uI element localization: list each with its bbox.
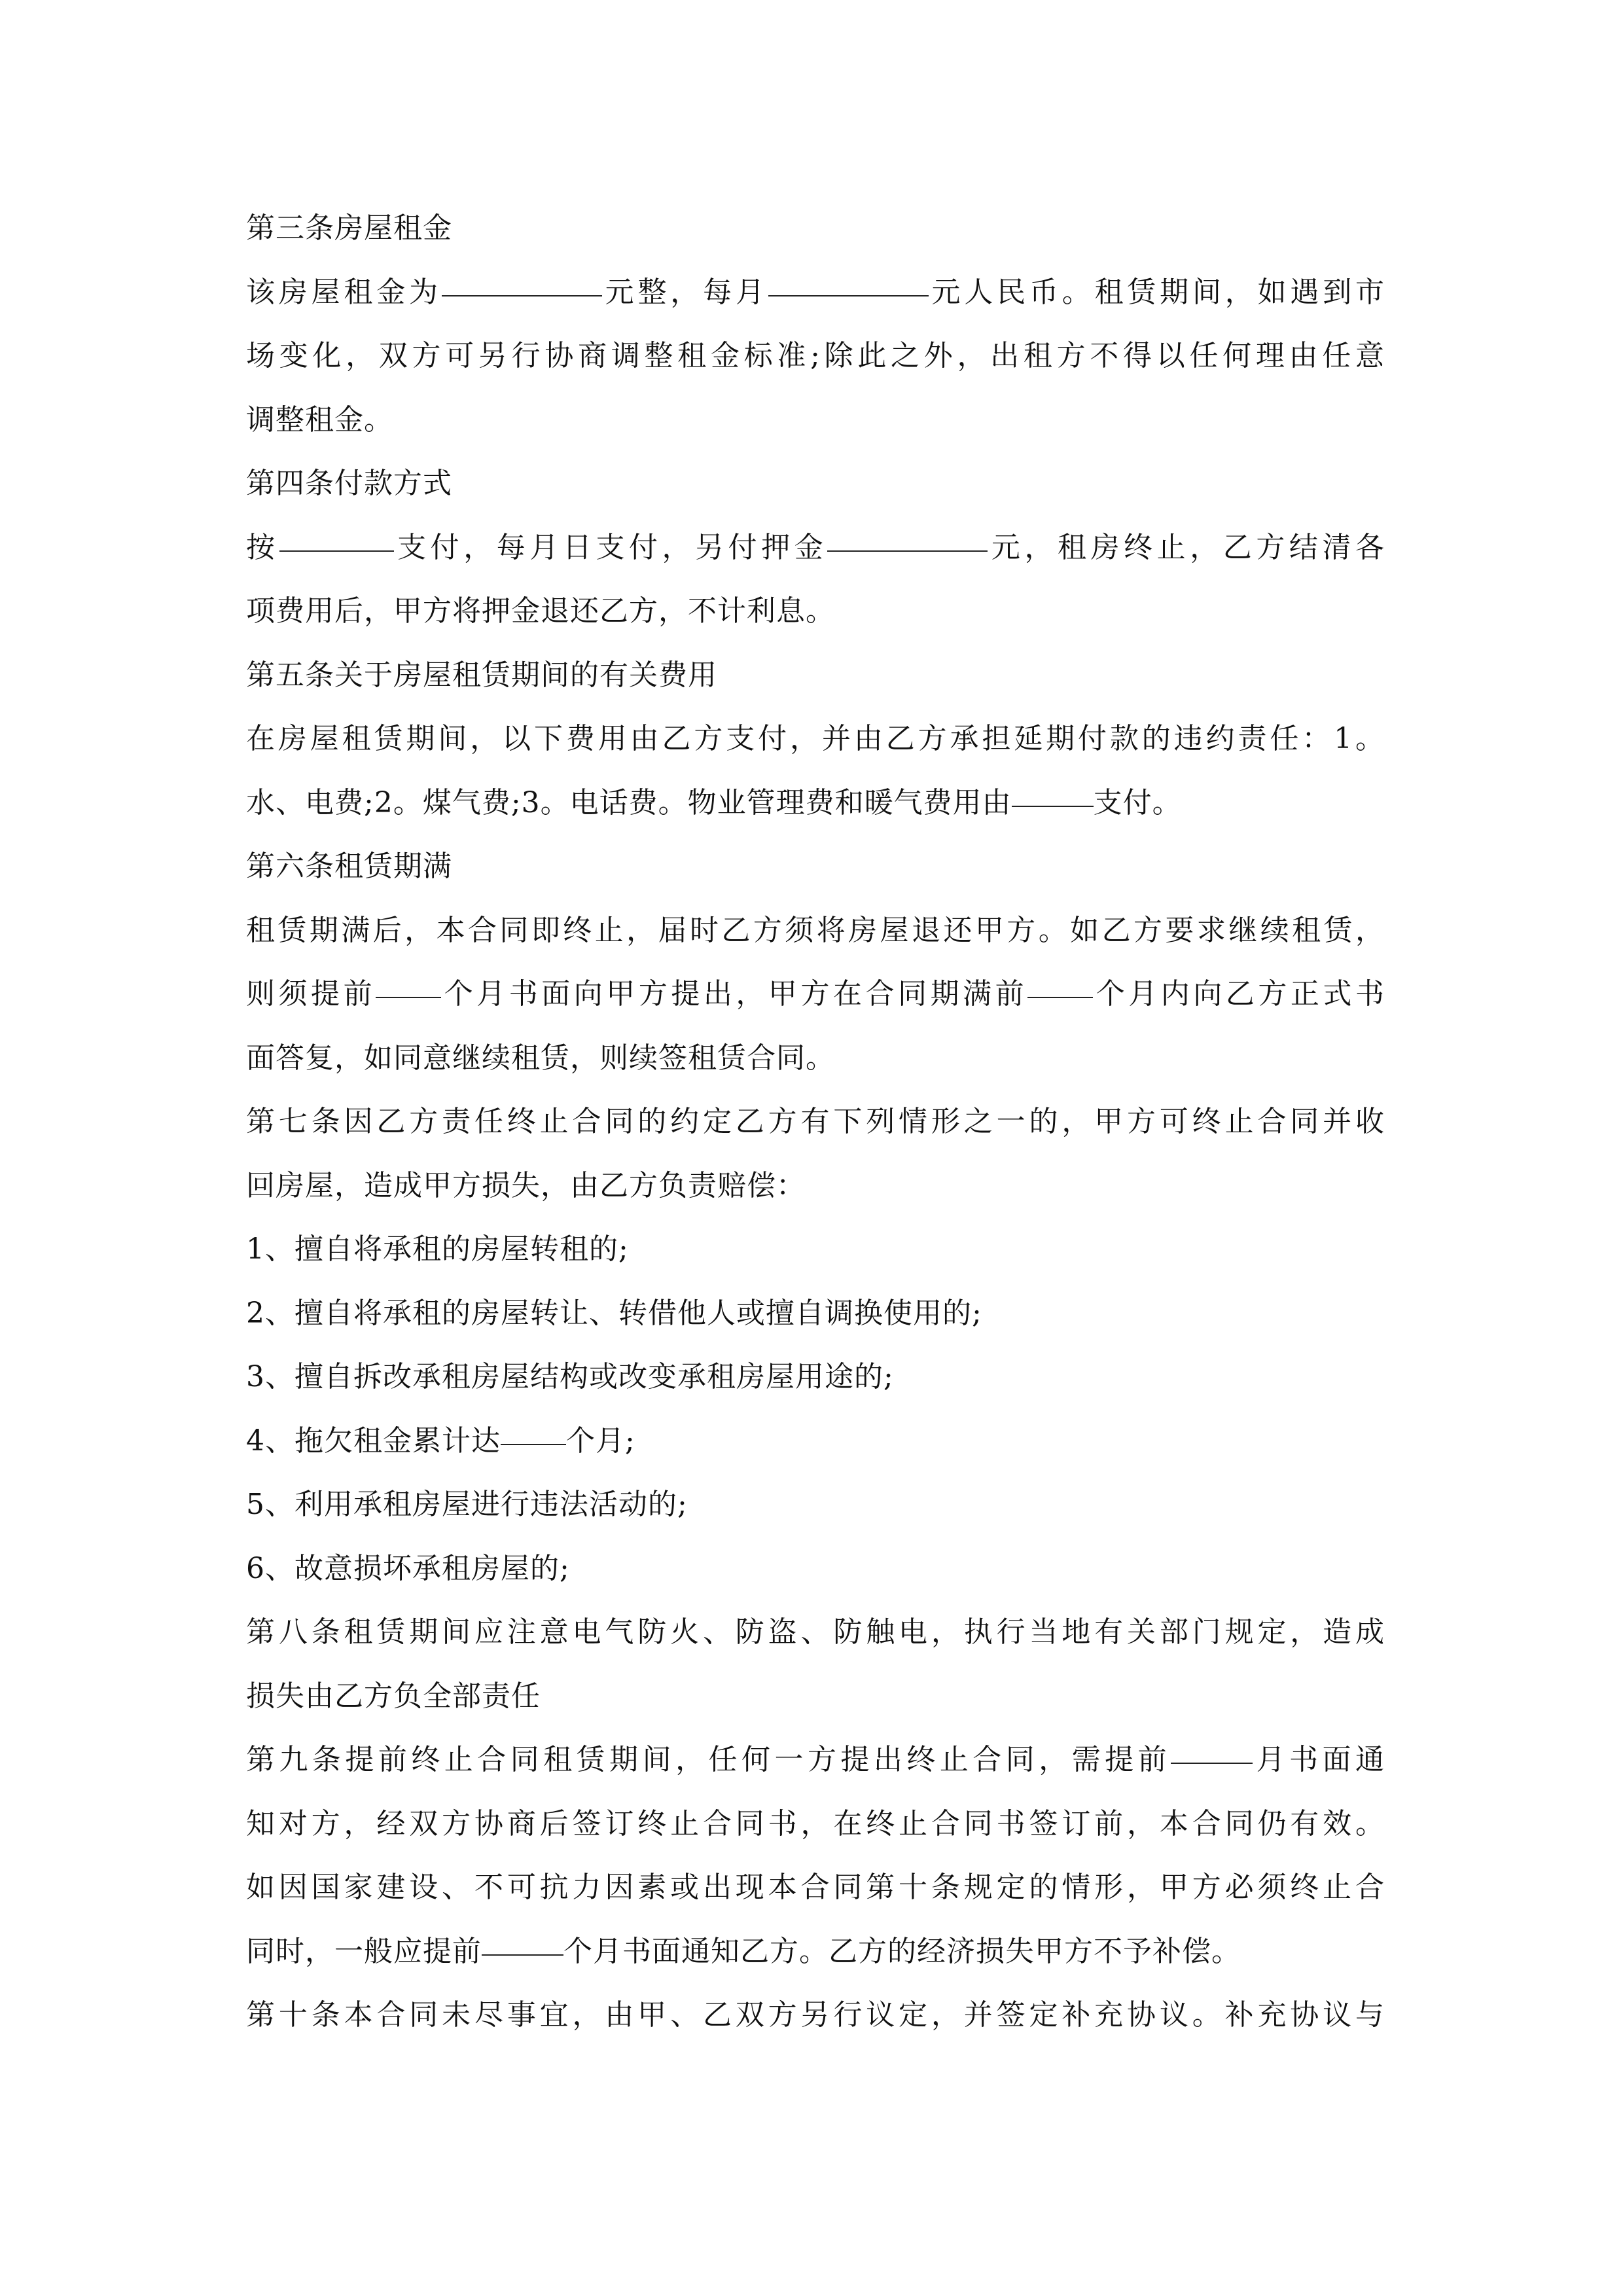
- text-segment: 第六条租赁期满: [246, 850, 452, 883]
- fill-in-blank: [482, 1954, 563, 1956]
- text-segment: 6、故意损坏承租房屋的;: [246, 1551, 570, 1585]
- fill-in-blank: [768, 295, 929, 296]
- text-segment: 个月书面向甲方提出，甲方在合同期满前: [441, 977, 1028, 1011]
- text-line: [246, 643, 1385, 708]
- text-segment: 调整租金。: [246, 403, 393, 437]
- text-line: [246, 1983, 1385, 2047]
- text-line: [246, 1537, 1385, 1601]
- fill-in-blank: [827, 550, 988, 552]
- text-segment: 回房屋，造成甲方损失，由乙方负责赔偿：: [246, 1168, 806, 1202]
- text-segment: 第四条付款方式: [246, 467, 452, 500]
- fill-in-blank: [1171, 1762, 1253, 1764]
- text-line: [246, 1026, 1385, 1090]
- text-segment: 则须提前: [246, 977, 376, 1011]
- text-segment: 第十条本合同未尽事宜，由甲、乙双方另行议定，并签定补充协议。补充协议与: [246, 1998, 1385, 2032]
- text-line: [246, 1217, 1385, 1282]
- text-line: [246, 260, 1385, 325]
- text-segment: 知对方，经双方协商后签订终止合同书，在终止合同书签订前，本合同仍有效。: [246, 1806, 1385, 1840]
- text-segment: 元整，每月: [601, 275, 768, 309]
- text-segment: 第八条租赁期间应注意电气防火、防盗、防触电，执行当地有关部门规定，造成: [246, 1615, 1385, 1649]
- text-line: [246, 1090, 1385, 1154]
- text-segment: 项费用后，甲方将押金退还乙方，不计利息。: [246, 594, 835, 628]
- text-line: [246, 516, 1385, 580]
- text-segment: 同时，一般应提前: [246, 1934, 482, 1968]
- text-line: [246, 1345, 1385, 1409]
- text-line: [246, 579, 1385, 643]
- fill-in-blank: [1012, 805, 1094, 807]
- text-segment: 第七条因乙方责任终止合同的约定乙方有下列情形之一的，甲方可终止合同并收: [246, 1105, 1385, 1138]
- text-segment: 在房屋租赁期间，以下费用由乙方支付，并由乙方承担延期付款的违约责任：1。: [246, 722, 1385, 755]
- text-line: [246, 388, 1385, 452]
- text-segment: 第九条提前终止合同租赁期间，任何一方提出终止合同，需提前: [246, 1743, 1171, 1776]
- text-line: [246, 324, 1385, 388]
- fill-in-blank: [376, 996, 441, 998]
- text-segment: 4、拖欠租金累计达: [246, 1424, 501, 1458]
- text-segment: 第三条房屋租金: [246, 211, 452, 245]
- text-line: [246, 452, 1385, 516]
- text-segment: 支付，每月日支付，另付押金: [393, 530, 828, 564]
- text-line: [246, 1282, 1385, 1346]
- text-segment: 第五条关于房屋租赁期间的有关费用: [246, 658, 717, 692]
- text-line: [246, 1664, 1385, 1729]
- document-body: [246, 196, 1385, 2047]
- text-line: [246, 1728, 1385, 1792]
- text-segment: 按: [246, 530, 279, 564]
- text-line: [246, 899, 1385, 963]
- text-segment: 1、擅自将承租的房屋转租的;: [246, 1232, 629, 1266]
- fill-in-blank: [279, 550, 394, 552]
- fill-in-blank: [1027, 996, 1093, 998]
- text-segment: 如因国家建设、不可抗力因素或出现本合同第十条规定的情形，甲方必须终止合: [246, 1871, 1385, 1904]
- text-line: [246, 1856, 1385, 1920]
- text-segment: 元人民币。租赁期间，如遇到市: [928, 275, 1385, 309]
- text-line: [246, 196, 1385, 260]
- text-line: [246, 707, 1385, 771]
- text-line: [246, 1473, 1385, 1537]
- text-line: [246, 1920, 1385, 1984]
- text-segment: 损失由乙方负全部责任: [246, 1679, 541, 1713]
- fill-in-blank: [501, 1443, 566, 1445]
- text-segment: 支付。: [1093, 785, 1182, 819]
- text-line: [246, 834, 1385, 899]
- text-segment: 个月书面通知乙方。乙方的经济损失甲方不予补偿。: [563, 1934, 1241, 1968]
- text-segment: 场变化，双方可另行协商调整租金标准;除此之外，出租方不得以任何理由任意: [246, 339, 1385, 372]
- text-segment: 个月内向乙方正式书: [1093, 977, 1385, 1011]
- text-line: [246, 1409, 1385, 1473]
- text-line: [246, 962, 1385, 1026]
- text-segment: 面答复，如同意继续租赁，则续签租赁合同。: [246, 1041, 835, 1075]
- text-segment: 租赁期满后，本合同即终止，届时乙方须将房屋退还甲方。如乙方要求继续租赁，: [246, 913, 1385, 947]
- text-segment: 元，租房终止，乙方结清各: [988, 530, 1385, 564]
- text-segment: 5、利用承租房屋进行违法活动的;: [246, 1488, 688, 1521]
- text-segment: 水、电费;2。煤气费;3。电话费。物业管理费和暖气费用由: [246, 785, 1012, 819]
- text-segment: 该房屋租金为: [246, 275, 442, 309]
- text-line: [246, 1792, 1385, 1856]
- fill-in-blank: [442, 295, 602, 296]
- text-line: [246, 1600, 1385, 1664]
- text-segment: 3、擅自拆改承租房屋结构或改变承租房屋用途的;: [246, 1360, 894, 1393]
- text-segment: 月书面通: [1253, 1743, 1385, 1776]
- text-line: [246, 771, 1385, 835]
- text-line: [246, 1154, 1385, 1218]
- text-segment: 个月;: [566, 1424, 635, 1458]
- text-segment: 2、擅自将承租的房屋转让、转借他人或擅自调换使用的;: [246, 1296, 982, 1330]
